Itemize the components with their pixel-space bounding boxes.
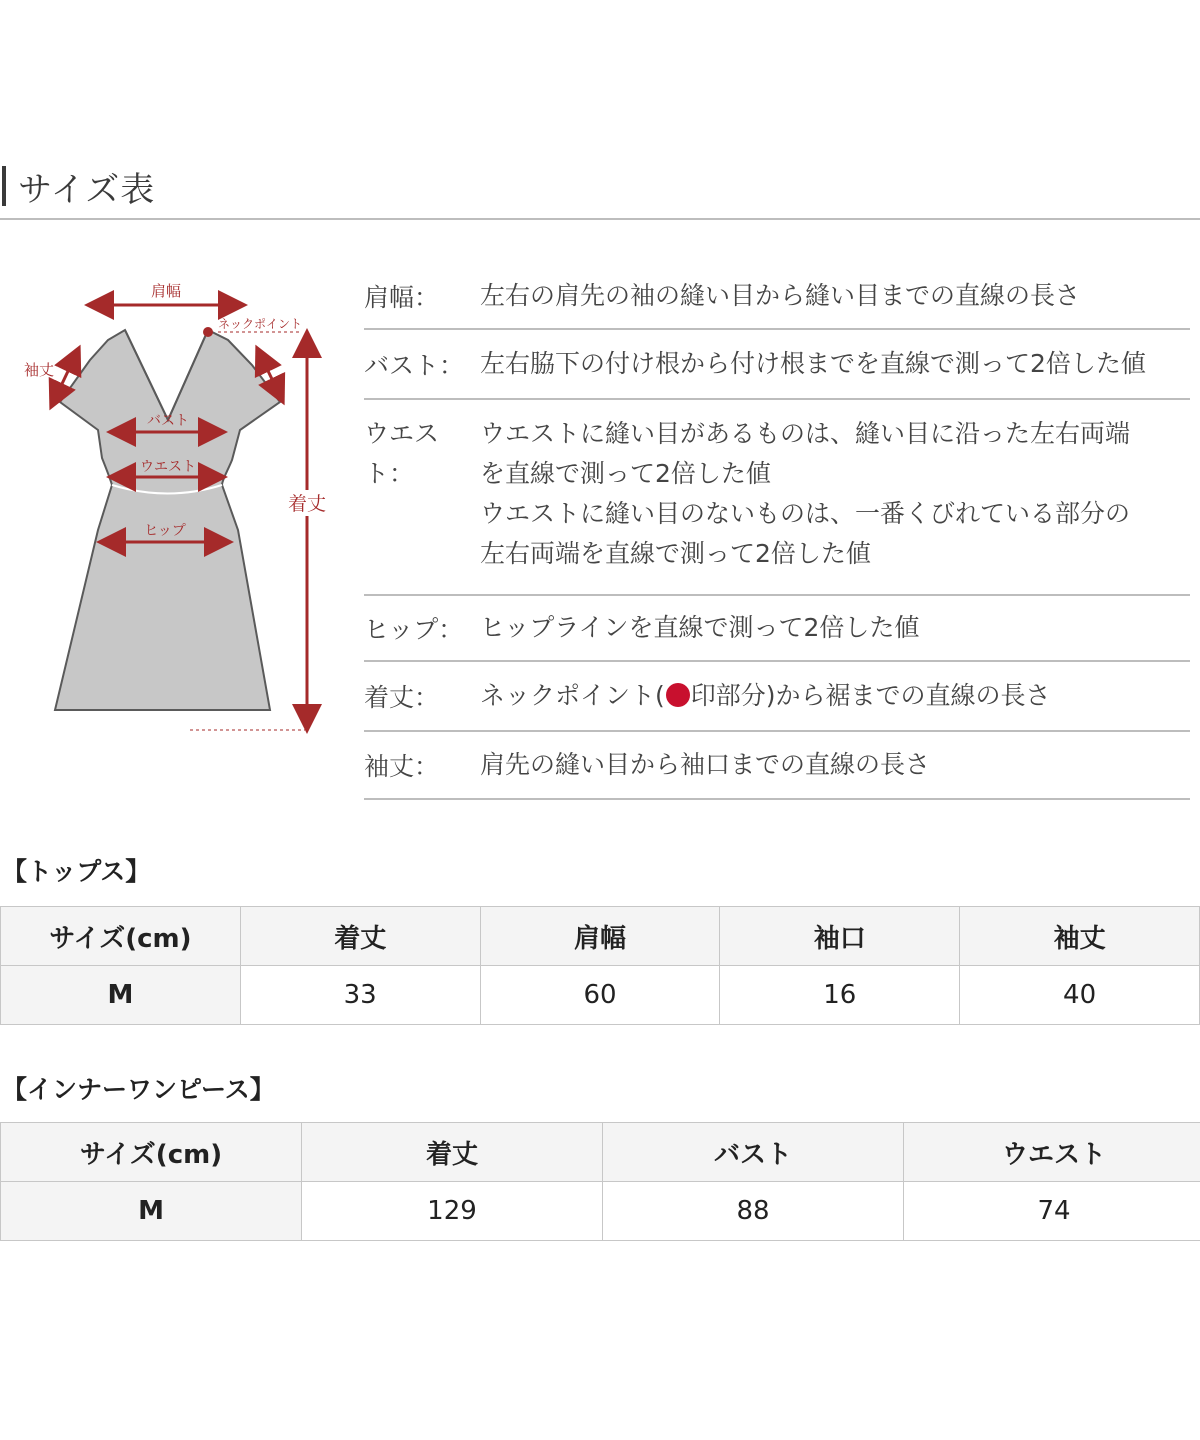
def-text: を直線で測って2倍した値 [480, 459, 771, 488]
def-term: 肩幅： [364, 283, 440, 312]
table-cell: 129 [302, 1182, 603, 1241]
def-text: ウエストに縫い目のないものは、一番くびれている部分の [480, 499, 1131, 528]
def-row-bust [364, 330, 1190, 400]
table-header-cell: 袖口 [720, 907, 960, 966]
diagram-label-hip: ヒップ [144, 523, 186, 539]
diagram-label-waist: ウエスト [140, 459, 196, 475]
table-header-cell: ウエスト [904, 1123, 1200, 1182]
diagram-label-sleeve: 袖丈 [24, 361, 55, 379]
dress-silhouette [55, 330, 280, 710]
def-term: バスト： [364, 351, 465, 380]
def-text: ヒップラインを直線で測って2倍した値 [480, 613, 920, 642]
measurement-definitions [364, 264, 1190, 800]
table-cell: 60 [480, 966, 720, 1025]
dress-measurement-diagram [0, 270, 340, 750]
table-header-cell: サイズ(cm) [1, 1123, 302, 1182]
table-cell: 88 [603, 1182, 904, 1241]
diagram-label-bust: バスト [147, 413, 189, 429]
inner-dress-size-table [0, 1122, 1200, 1241]
def-text: 左右両端を直線で測って2倍した値 [480, 539, 871, 568]
tops-size-table [0, 906, 1200, 1025]
def-text: 左右脇下の付け根から付け根までを直線で測って2倍した値 [480, 349, 1146, 378]
tops-heading: 【トップス】 [2, 857, 151, 886]
diagram-label-neckpoint: ネックポイント [218, 317, 303, 331]
table-cell: 33 [240, 966, 480, 1025]
def-row-length [364, 662, 1190, 732]
page-title-text: サイズ表 [18, 169, 156, 210]
def-text-post: 印部分)から裾までの直線の長さ [690, 681, 1051, 710]
table-header-row [1, 907, 1200, 966]
def-text-pre: ネックポイント( [480, 681, 665, 710]
table-header-cell: 肩幅 [480, 907, 720, 966]
table-size-cell: M [1, 966, 241, 1025]
table-header-cell: 着丈 [240, 907, 480, 966]
table-header-cell: サイズ(cm) [1, 907, 241, 966]
table-cell: 16 [720, 966, 960, 1025]
title-divider [0, 218, 1200, 220]
table-cell: 40 [960, 966, 1200, 1025]
table-cell: 74 [904, 1182, 1200, 1241]
title-accent-bar [2, 166, 6, 206]
table-row [1, 966, 1200, 1025]
def-row-shoulder [364, 264, 1190, 330]
def-row-hip [364, 596, 1190, 662]
neck-point-marker-icon [666, 683, 690, 707]
table-row [1, 1182, 1200, 1241]
table-size-cell: M [1, 1182, 302, 1241]
page-title [0, 162, 155, 210]
def-term: 袖丈： [364, 752, 440, 781]
def-text: ウエストに縫い目があるものは、縫い目に沿った左右両端 [480, 419, 1131, 448]
table-header-row [1, 1123, 1200, 1182]
def-row-waist [364, 400, 1190, 596]
inner-dress-heading: 【インナーワンピース】 [2, 1075, 275, 1104]
def-text: 左右の肩先の袖の縫い目から縫い目までの直線の長さ [480, 281, 1081, 310]
neck-point-dot [203, 327, 213, 337]
def-term: 着丈： [364, 683, 440, 712]
def-row-sleeve [364, 732, 1190, 800]
def-term: ヒップ： [364, 615, 464, 644]
def-text: 肩先の縫い目から袖口までの直線の長さ [480, 750, 931, 779]
table-header-cell: バスト [603, 1123, 904, 1182]
diagram-label-length: 着丈 [287, 493, 327, 515]
table-header-cell: 袖丈 [960, 907, 1200, 966]
def-term: ウエスト： [364, 419, 440, 488]
diagram-label-shoulder: 肩幅 [150, 282, 182, 300]
table-header-cell: 着丈 [302, 1123, 603, 1182]
